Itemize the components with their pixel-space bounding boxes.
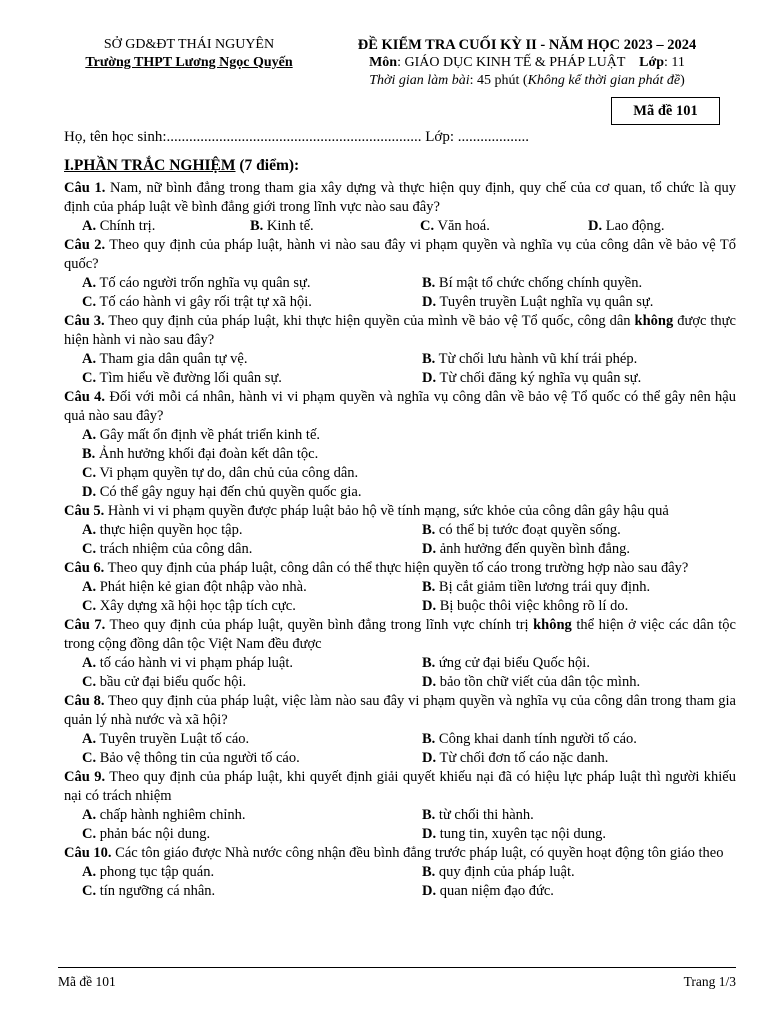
question-emphasis: không xyxy=(634,313,674,329)
answer-option-b xyxy=(422,806,754,825)
question-number: Câu 8. xyxy=(64,693,105,709)
question-7 xyxy=(64,616,736,692)
question-3 xyxy=(64,312,736,388)
option-letter: A. xyxy=(82,218,97,234)
footer-page-number: Trang 1/3 xyxy=(683,974,736,989)
option-letter: D. xyxy=(422,826,437,842)
option-letter: C. xyxy=(82,465,97,481)
option-letter: D. xyxy=(422,883,437,899)
answer-option-b xyxy=(422,578,754,597)
option-letter: C. xyxy=(82,750,97,766)
option-text: bảo tồn chữ viết của dân tộc mình. xyxy=(436,674,641,690)
question-text: Đối với mỗi cá nhân, hành vi vi phạm quyền và nghĩa vụ công dân về bảo vệ Tổ quốc có thể gây nên hậu quả nào sau đây? xyxy=(64,389,736,424)
question-stem xyxy=(64,502,736,521)
option-text: Tuyên truyền Luật nghĩa vụ quân sự. xyxy=(436,294,654,310)
question-number: Câu 3. xyxy=(64,313,105,329)
option-letter: C. xyxy=(82,370,97,386)
answer-option-d xyxy=(422,369,754,388)
answer-option-d xyxy=(422,749,754,768)
question-8 xyxy=(64,692,736,768)
question-number: Câu 2. xyxy=(64,237,106,253)
time-value: : 45 phút ( xyxy=(469,73,528,88)
option-letter: A. xyxy=(82,427,97,443)
option-text: Gây mất ổn định về phát triển kinh tế. xyxy=(96,427,321,443)
option-letter: D. xyxy=(422,294,437,310)
option-text: thực hiện quyền học tập. xyxy=(96,522,243,538)
option-letter: C. xyxy=(82,294,97,310)
question-stem xyxy=(64,179,736,217)
option-text: quan niệm đạo đức. xyxy=(436,883,554,899)
option-letter: C. xyxy=(82,541,97,557)
header-left xyxy=(64,36,314,72)
question-text: Các tôn giáo được Nhà nước công nhận đều bình đẳng trước pháp luật, có quyền hoạt động tôn giáo theo xyxy=(111,845,724,861)
option-text: có thể bị tước đoạt quyền sống. xyxy=(435,522,621,538)
question-text: Theo quy định của pháp luật, khi thực hiện quyền của mình về bảo vệ Tổ quốc, công dân xyxy=(104,313,635,329)
section-title-points: (7 điểm): xyxy=(235,157,300,174)
question-4 xyxy=(64,388,736,502)
option-letter: B. xyxy=(250,218,264,234)
answer-option-b xyxy=(250,217,420,236)
option-text: tín ngưỡng cá nhân. xyxy=(96,883,216,899)
question-text: Theo quy định của pháp luật, việc làm nào sau đây vi phạm quyền và nghĩa vụ của công dân trong tham gia quản lý nhà nước và xã hội? xyxy=(64,693,736,728)
option-text: phản bác nội dung. xyxy=(96,826,211,842)
question-number: Câu 6. xyxy=(64,560,105,576)
question-5 xyxy=(64,502,736,559)
answer-option-d xyxy=(422,293,754,312)
answer-option-a xyxy=(82,863,422,882)
student-class-field: Lớp: ................... xyxy=(421,129,530,145)
option-letter: D. xyxy=(422,598,437,614)
option-text: phong tục tập quán. xyxy=(96,864,215,880)
question-text: Theo quy định của pháp luật, công dân có thể thực hiện quyền tố cáo trong trường hợp nào sau đây? xyxy=(104,560,689,576)
answer-option-b xyxy=(422,730,754,749)
answer-option-b xyxy=(422,521,754,540)
question-number: Câu 1. xyxy=(64,180,106,196)
answer-options xyxy=(64,217,736,236)
header-right xyxy=(318,36,736,90)
question-number: Câu 5. xyxy=(64,503,105,519)
option-text: Bảo vệ thông tin của người tố cáo. xyxy=(96,750,300,766)
option-text: Bí mật tổ chức chống chính quyền. xyxy=(435,275,643,291)
option-letter: D. xyxy=(422,750,437,766)
answer-option-c xyxy=(82,673,422,692)
section-title-main: I.PHẦN TRẮC NGHIỆM xyxy=(64,157,236,174)
question-stem xyxy=(64,616,736,654)
option-text: Ảnh hưởng khối đại đoàn kết dân tộc. xyxy=(95,446,319,462)
question-number: Câu 7. xyxy=(64,617,106,633)
answer-options xyxy=(64,863,736,901)
option-letter: B. xyxy=(422,522,436,538)
option-letter: B. xyxy=(422,655,436,671)
time-line xyxy=(318,72,736,90)
section-title xyxy=(64,157,299,175)
answer-option-a xyxy=(82,730,422,749)
answer-option-c xyxy=(82,369,422,388)
answer-option-a xyxy=(82,217,250,236)
question-number: Câu 4. xyxy=(64,389,106,405)
option-letter: C. xyxy=(82,674,97,690)
subject-line xyxy=(318,54,736,72)
answer-option-a xyxy=(82,274,422,293)
answer-options xyxy=(64,350,736,388)
answer-option-a xyxy=(82,578,422,597)
answer-option-d xyxy=(422,825,754,844)
answer-option-b xyxy=(82,445,736,464)
question-1 xyxy=(64,179,736,236)
subject-label: Môn xyxy=(369,55,398,70)
option-letter: C. xyxy=(82,598,97,614)
option-text: Có thể gây nguy hại đến chủ quyền quốc gia. xyxy=(96,484,362,500)
question-number: Câu 10. xyxy=(64,845,112,861)
question-stem xyxy=(64,388,736,426)
option-text: Công khai danh tính người tố cáo. xyxy=(435,731,637,747)
answer-option-a xyxy=(82,350,422,369)
question-text: Theo quy định của pháp luật, quyền bình đẳng trong lĩnh vực chính trị xyxy=(105,617,534,633)
answer-option-a xyxy=(82,654,422,673)
answer-options xyxy=(64,274,736,312)
answer-option-d xyxy=(82,483,736,502)
answer-option-d xyxy=(588,217,754,236)
option-text: Bị cắt giảm tiền lương trái quy định. xyxy=(435,579,651,595)
question-text-continued: được thực hiện hành vi nào sau đây? xyxy=(64,313,736,348)
option-letter: C. xyxy=(420,218,435,234)
question-6 xyxy=(64,559,736,616)
option-text: Chính trị. xyxy=(96,218,156,234)
answer-option-b xyxy=(422,654,754,673)
department-name: SỞ GD&ĐT THÁI NGUYÊN xyxy=(103,37,275,52)
time-note: Không kể thời gian phát đề xyxy=(527,73,681,88)
option-text: ảnh hưởng đến quyền bình đẳng. xyxy=(436,541,631,557)
option-letter: A. xyxy=(82,655,97,671)
option-text: Bị buộc thôi việc không rõ lí do. xyxy=(436,598,629,614)
answer-options xyxy=(64,730,736,768)
answer-option-c xyxy=(82,597,422,616)
question-stem xyxy=(64,559,736,578)
option-letter: C. xyxy=(82,826,97,842)
answer-option-d xyxy=(422,673,754,692)
option-letter: C. xyxy=(82,883,97,899)
answer-option-d xyxy=(422,597,754,616)
option-letter: A. xyxy=(82,807,97,823)
option-text: tố cáo hành vi vi phạm pháp luật. xyxy=(96,655,294,671)
option-text: tung tin, xuyên tạc nội dung. xyxy=(436,826,607,842)
question-text: Hành vi vi phạm quyền được pháp luật bảo hộ về tính mạng, sức khỏe của công dân gây hậu quả xyxy=(104,503,669,519)
student-info-line xyxy=(64,129,529,146)
option-text: Từ chối lưu hành vũ khí trái phép. xyxy=(435,351,638,367)
question-10 xyxy=(64,844,736,901)
option-text: Kinh tế. xyxy=(263,218,314,234)
option-text: Xây dựng xã hội học tập tích cực. xyxy=(96,598,296,614)
school-name: Trường THPT Lương Ngọc Quyến xyxy=(85,55,293,70)
option-letter: B. xyxy=(422,351,436,367)
option-letter: A. xyxy=(82,579,97,595)
student-name-field: Họ, tên học sinh:.................................................................... xyxy=(64,129,422,145)
grade-value: : 11 xyxy=(664,55,685,70)
option-letter: B. xyxy=(422,731,436,747)
option-text: Tuyên truyền Luật tố cáo. xyxy=(96,731,250,747)
option-text: Từ chối đăng ký nghĩa vụ quân sự. xyxy=(436,370,642,386)
answer-option-b xyxy=(422,274,754,293)
time-close: ) xyxy=(680,73,685,88)
answer-option-d xyxy=(422,882,754,901)
option-text: chấp hành nghiêm chỉnh. xyxy=(96,807,246,823)
question-2 xyxy=(64,236,736,312)
time-label: Thời gian làm bài xyxy=(369,73,470,88)
option-text: Vi phạm quyền tự do, dân chủ của công dân. xyxy=(96,465,359,481)
answer-options xyxy=(64,654,736,692)
option-text: Lao động. xyxy=(602,218,665,234)
option-text: Phát hiện kẻ gian đột nhập vào nhà. xyxy=(96,579,307,595)
option-text: Từ chối đơn tố cáo nặc danh. xyxy=(436,750,609,766)
option-letter: B. xyxy=(82,446,96,462)
question-number: Câu 9. xyxy=(64,769,106,785)
answer-options xyxy=(64,806,736,844)
option-text: Tố cáo người trốn nghĩa vụ quân sự. xyxy=(96,275,311,291)
question-text: Nam, nữ bình đẳng trong tham gia xây dựng và thực hiện quy định, quy chế của cơ quan, tổ chức là quy định của pháp luật về bình đẳng giới trong lĩnh vực nào sau đây? xyxy=(64,180,736,215)
option-text: Tố cáo hành vi gây rối trật tự xã hội. xyxy=(96,294,312,310)
answer-options xyxy=(64,426,736,502)
footer-exam-code: Mã đề 101 xyxy=(58,974,116,989)
question-stem xyxy=(64,768,736,806)
option-letter: B. xyxy=(422,275,436,291)
option-letter: A. xyxy=(82,275,97,291)
answer-option-c xyxy=(82,293,422,312)
option-text: trách nhiệm của công dân. xyxy=(96,541,253,557)
option-text: từ chối thi hành. xyxy=(435,807,534,823)
option-letter: A. xyxy=(82,864,97,880)
question-stem xyxy=(64,844,736,863)
answer-option-c xyxy=(82,464,736,483)
answer-option-c xyxy=(420,217,588,236)
answer-option-d xyxy=(422,540,754,559)
option-text: bầu cử đại biểu quốc hội. xyxy=(96,674,247,690)
option-letter: A. xyxy=(82,731,97,747)
exam-title: ĐỀ KIỂM TRA CUỐI KỲ II - NĂM HỌC 2023 – 2024 xyxy=(357,37,697,53)
option-letter: D. xyxy=(422,370,437,386)
answer-options xyxy=(64,578,736,616)
option-text: Văn hoá. xyxy=(434,218,490,234)
option-letter: A. xyxy=(82,522,97,538)
answer-option-c xyxy=(82,882,422,901)
question-emphasis: không xyxy=(533,617,572,633)
option-letter: A. xyxy=(82,351,97,367)
option-text: ứng cử đại biểu Quốc hội. xyxy=(435,655,590,671)
question-text: Theo quy định của pháp luật, hành vi nào sau đây vi phạm quyền và nghĩa vụ của công dân về bảo vệ Tổ quốc? xyxy=(64,237,736,272)
exam-code-box: Mã đề 101 xyxy=(611,97,720,125)
option-letter: B. xyxy=(422,807,436,823)
question-9 xyxy=(64,768,736,844)
option-text: quy định của pháp luật. xyxy=(435,864,575,880)
subject-value: : GIÁO DỤC KINH TẾ & PHÁP LUẬT xyxy=(397,55,626,70)
answer-option-a xyxy=(82,806,422,825)
option-letter: B. xyxy=(422,579,436,595)
option-text: Tham gia dân quân tự vệ. xyxy=(96,351,248,367)
answer-options xyxy=(64,521,736,559)
answer-option-a xyxy=(82,521,422,540)
footer-divider xyxy=(58,967,736,968)
question-text-continued: thể hiện ở việc các dân tộc trong cộng đồng dân tộc Việt Nam đều được xyxy=(64,617,736,652)
question-stem xyxy=(64,236,736,274)
grade-label: Lớp xyxy=(639,55,665,70)
answer-option-c xyxy=(82,540,422,559)
answer-option-c xyxy=(82,825,422,844)
option-letter: D. xyxy=(422,541,437,557)
option-text: Tìm hiểu về đường lối quân sự. xyxy=(96,370,282,386)
option-letter: D. xyxy=(588,218,603,234)
option-letter: D. xyxy=(422,674,437,690)
question-stem xyxy=(64,692,736,730)
answer-option-b xyxy=(422,863,754,882)
question-list xyxy=(64,179,736,901)
answer-option-c xyxy=(82,749,422,768)
answer-option-b xyxy=(422,350,754,369)
question-stem xyxy=(64,312,736,350)
option-letter: D. xyxy=(82,484,97,500)
answer-option-a xyxy=(82,426,736,445)
option-letter: B. xyxy=(422,864,436,880)
question-text: Theo quy định của pháp luật, khi quyết định giải quyết khiếu nại đã có hiệu lực pháp luật thì người khiếu nại có trách nhiệm xyxy=(64,769,736,804)
